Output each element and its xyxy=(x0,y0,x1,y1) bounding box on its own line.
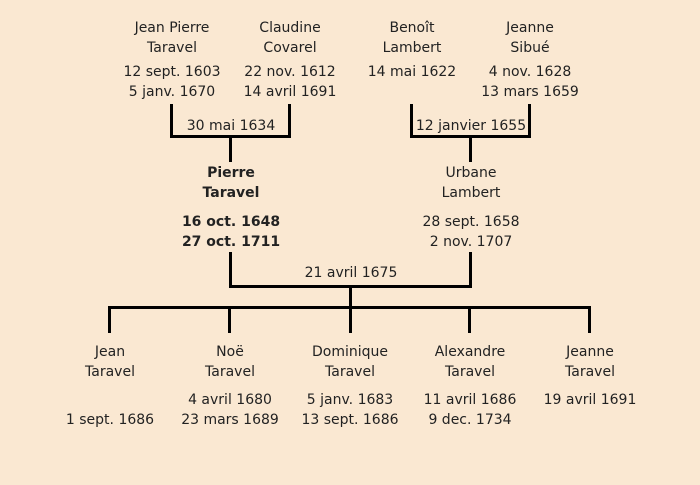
death-date: 13 mars 1659 xyxy=(481,84,579,100)
person-first-name: Benoît xyxy=(389,20,435,36)
birth-date: 22 nov. 1612 xyxy=(244,64,336,80)
connector-line-jean-drop xyxy=(108,309,111,333)
connector-line-pierre-stub xyxy=(229,252,232,285)
marriage-date-lambert-sibue: 12 janvier 1655 xyxy=(415,118,527,134)
birth-date: 16 oct. 1648 xyxy=(181,214,281,230)
connector-line-jean-pierre-stub xyxy=(170,104,173,138)
birth-date: 12 sept. 1603 xyxy=(123,64,221,80)
person-last-name: Taravel xyxy=(85,364,135,380)
person-urbane-lambert xyxy=(386,163,556,252)
person-last-name: Lambert xyxy=(441,185,501,201)
person-first-name: Noë xyxy=(216,344,244,360)
birth-date: 4 avril 1680 xyxy=(188,392,272,408)
death-date: 14 avril 1691 xyxy=(243,84,337,100)
person-last-name: Taravel xyxy=(445,364,495,380)
connector-line-jeanne-sibue-stub xyxy=(528,104,531,138)
marriage-date-taravel-covarel: 30 mai 1634 xyxy=(186,118,276,134)
birth-date: 5 janv. 1683 xyxy=(306,392,394,408)
connector-line-drop-to-children xyxy=(349,288,352,333)
birth-date: 28 sept. 1658 xyxy=(422,214,520,230)
person-first-name: Dominique xyxy=(311,344,388,360)
person-first-name: Urbane xyxy=(445,165,497,181)
person-first-name: Jeanne xyxy=(506,20,554,36)
birth-date: 4 nov. 1628 xyxy=(488,64,572,80)
death-date: 9 dec. 1734 xyxy=(428,412,512,428)
connector-line-jeanne-drop xyxy=(588,309,591,333)
connector-line-drop-to-urbane xyxy=(469,138,472,162)
marriage-date-taravel-lambert: 21 avril 1675 xyxy=(304,265,398,281)
person-first-name: Pierre xyxy=(207,165,255,181)
person-jeanne-taravel xyxy=(505,342,675,430)
person-last-name: Taravel xyxy=(325,364,375,380)
person-last-name: Taravel xyxy=(565,364,615,380)
person-last-name: Taravel xyxy=(205,364,255,380)
death-date: 23 mars 1689 xyxy=(181,412,279,428)
person-jeanne-sibue xyxy=(445,18,615,102)
death-date: 5 janv. 1670 xyxy=(128,84,216,100)
death-date: 27 oct. 1711 xyxy=(181,234,281,250)
connector-line-noe-drop xyxy=(228,309,231,333)
connector-line-claudine-stub xyxy=(288,104,291,138)
person-last-name: Taravel xyxy=(202,185,260,201)
person-last-name: Taravel xyxy=(147,40,197,56)
person-last-name: Lambert xyxy=(382,40,442,56)
person-first-name: Jean xyxy=(94,344,126,360)
connector-line-drop-to-pierre xyxy=(229,138,232,162)
connector-line-sibling-bar xyxy=(108,306,591,309)
connector-line-alexandre-drop xyxy=(468,309,471,333)
death-date: 2 nov. 1707 xyxy=(429,234,513,250)
death-date: 1 sept. 1686 xyxy=(65,412,155,428)
person-first-name: Jeanne xyxy=(566,344,614,360)
connector-line-benoit-stub xyxy=(410,104,413,138)
death-date: 13 sept. 1686 xyxy=(301,412,399,428)
person-pierre-taravel xyxy=(146,163,316,252)
person-first-name: Jean Pierre xyxy=(134,20,210,36)
birth-date: 19 avril 1691 xyxy=(543,392,637,408)
birth-date: 14 mai 1622 xyxy=(367,64,457,80)
death-date xyxy=(505,410,675,430)
person-first-name: Claudine xyxy=(259,20,321,36)
person-first-name: Alexandre xyxy=(434,344,506,360)
person-last-name: Sibué xyxy=(510,40,550,56)
person-last-name: Covarel xyxy=(263,40,317,56)
connector-line-urbane-stub xyxy=(469,252,472,285)
birth-date: 11 avril 1686 xyxy=(423,392,517,408)
